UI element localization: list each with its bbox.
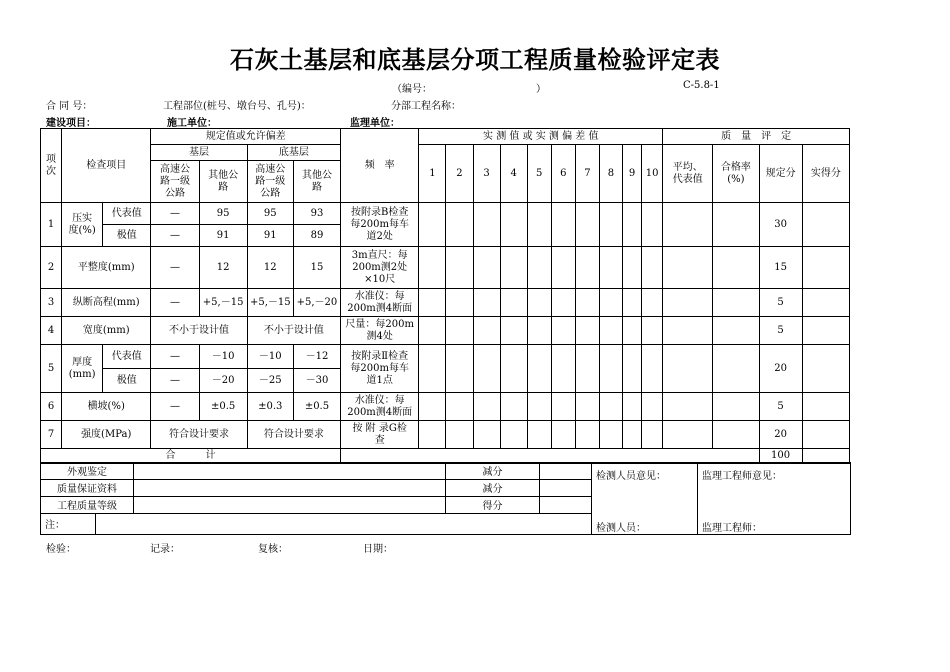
col-check-item: 检查项目 (62, 129, 151, 203)
row6-spec-score: 5 (759, 393, 802, 421)
col-base-highway: 高速公 路一级 公路 (151, 161, 199, 203)
row3-name: 纵断高程(mm) (62, 289, 151, 317)
row2-pass-rate[interactable] (713, 247, 759, 289)
row4-m7[interactable] (575, 317, 599, 345)
row5-m6[interactable] (551, 345, 575, 393)
row6-m3[interactable] (473, 393, 500, 421)
row1-m7[interactable] (575, 203, 599, 247)
col-m8: 8 (599, 145, 622, 203)
row3-c: +5,－15 (247, 289, 293, 317)
col-m1: 1 (419, 145, 446, 203)
row2-b: 12 (199, 247, 247, 289)
supervisor-label: 监理单位： (350, 118, 400, 129)
row7-m1[interactable] (419, 421, 446, 449)
row1-m5[interactable] (527, 203, 551, 247)
row4-spec-score: 5 (759, 317, 802, 345)
row2-m5[interactable] (527, 247, 551, 289)
row1-m8[interactable] (599, 203, 622, 247)
appearance-deduct: 减分 (446, 463, 540, 480)
row1-s1-d: 93 (293, 203, 340, 225)
col-avg: 平均、 代表值 (663, 145, 713, 203)
row4-m9[interactable] (623, 317, 642, 345)
row1-pass-rate[interactable] (713, 203, 759, 247)
row4-m1[interactable] (419, 317, 446, 345)
row3-pass-rate[interactable] (713, 289, 759, 317)
row4-no: 4 (41, 317, 62, 345)
row5-frequency: 按附录Ⅱ检查 每200m每车 道1点 (341, 345, 419, 393)
row5-sub1: 代表值 (103, 345, 151, 369)
row2-spec-score: 15 (759, 247, 802, 289)
quality-docs-deduct: 减分 (446, 479, 540, 496)
row2-m7[interactable] (575, 247, 599, 289)
row1-m4[interactable] (500, 203, 527, 247)
row1-name: 压实 度(%) (62, 203, 103, 247)
col-m4: 4 (500, 145, 527, 203)
row3-spec-score: 5 (759, 289, 802, 317)
row6-m1[interactable] (419, 393, 446, 421)
row5-sub2: 极值 (103, 369, 151, 393)
row2-d: 15 (293, 247, 340, 289)
row4-m6[interactable] (551, 317, 575, 345)
footer-record: 记录： (150, 544, 180, 555)
quality-docs-label: 质量保证资料 (41, 479, 134, 496)
row3-d: +5,－20 (293, 289, 340, 317)
contract-label: 合 同 号： (46, 101, 93, 112)
row5-no: 5 (41, 345, 62, 393)
row1-s2-b: 91 (199, 225, 247, 247)
col-frequency: 频 率 (341, 129, 419, 203)
row2-avg[interactable] (663, 247, 713, 289)
engineer-label: 监理工程师： (702, 523, 762, 534)
row4-actual-score[interactable] (802, 317, 849, 345)
form-code: C-5.8-1 (683, 80, 720, 91)
row3-actual-score[interactable] (802, 289, 849, 317)
row1-s1-b: 95 (199, 203, 247, 225)
row1-frequency: 按附录B检查 每200m每车 道2处 (341, 203, 419, 247)
row7-frequency: 按 附 录G检 查 (341, 421, 419, 449)
footer-date: 日期： (363, 544, 393, 555)
row2-m8[interactable] (599, 247, 622, 289)
row3-m2[interactable] (446, 289, 473, 317)
row1-m1[interactable] (419, 203, 446, 247)
row1-s2-c: 91 (247, 225, 293, 247)
col-m2: 2 (446, 145, 473, 203)
row5-m1[interactable] (419, 345, 446, 393)
grade-value[interactable] (134, 496, 446, 513)
inspection-table (40, 128, 850, 464)
col-actual-score: 实得分 (802, 145, 849, 203)
row5-s1-c: －10 (247, 345, 293, 369)
engineer-opinion (698, 463, 851, 535)
row1-m10[interactable] (642, 203, 663, 247)
row5-s2-d: －30 (293, 369, 340, 393)
row5-spec-score: 20 (759, 345, 802, 393)
row6-m2[interactable] (446, 393, 473, 421)
row5-s1-b: －10 (199, 345, 247, 369)
footer-check: 检验： (46, 544, 76, 555)
row7-m2[interactable] (446, 421, 473, 449)
row1-s1-a: — (151, 203, 199, 225)
row5-m5[interactable] (527, 345, 551, 393)
col-m9: 9 (623, 145, 642, 203)
row6-m7[interactable] (575, 393, 599, 421)
row3-m1[interactable] (419, 289, 446, 317)
row7-m5[interactable] (527, 421, 551, 449)
row7-m3[interactable] (473, 421, 500, 449)
row3-m7[interactable] (575, 289, 599, 317)
row6-b: ±0.5 (199, 393, 247, 421)
row5-m2[interactable] (446, 345, 473, 393)
appearance-value[interactable] (134, 463, 446, 480)
row5-name: 厚度 (mm) (62, 345, 103, 393)
row7-m4[interactable] (500, 421, 527, 449)
row3-m4[interactable] (500, 289, 527, 317)
row7-base: 符合设计要求 (151, 421, 247, 449)
row6-pass-rate[interactable] (713, 393, 759, 421)
row7-subbase: 符合设计要求 (247, 421, 340, 449)
row5-m7[interactable] (575, 345, 599, 393)
row6-c: ±0.3 (247, 393, 293, 421)
col-m6: 6 (551, 145, 575, 203)
row2-m2[interactable] (446, 247, 473, 289)
row5-s2-c: －25 (247, 369, 293, 393)
col-subbase-other: 其他公 路 (293, 161, 340, 203)
footer-review: 复核： (258, 544, 288, 555)
row7-avg[interactable] (663, 421, 713, 449)
col-base-other: 其他公 路 (199, 161, 247, 203)
grade-label: 工程质量等级 (41, 496, 134, 513)
row5-m9[interactable] (623, 345, 642, 393)
evaluation-table (40, 462, 851, 535)
row4-m2[interactable] (446, 317, 473, 345)
row3-frequency: 水准仪：每 200m测4断面 (341, 289, 419, 317)
row7-m6[interactable] (551, 421, 575, 449)
row4-base: 不小于设计值 (151, 317, 247, 345)
row5-m3[interactable] (473, 345, 500, 393)
engineer-opinion-label: 监理工程师意见： (702, 471, 782, 482)
row2-m10[interactable] (642, 247, 663, 289)
row7-name: 强度(MPa) (62, 421, 151, 449)
row6-m9[interactable] (623, 393, 642, 421)
part-label: 工程部位(桩号、墩台号、孔号)： (163, 101, 311, 112)
row4-frequency: 尺量：每200m 测4处 (341, 317, 419, 345)
score-label: 得分 (446, 496, 540, 513)
row6-a: — (151, 393, 199, 421)
row7-actual-score[interactable] (802, 421, 849, 449)
col-item-no: 项 次 (41, 129, 62, 203)
row6-avg[interactable] (663, 393, 713, 421)
row1-no: 1 (41, 203, 62, 247)
appearance-deduct-value[interactable] (540, 463, 592, 480)
row3-b: +5,－15 (199, 289, 247, 317)
row3-m3[interactable] (473, 289, 500, 317)
inspector-label: 检测人员： (596, 523, 646, 534)
row1-spec-score: 30 (759, 203, 802, 247)
row2-m6[interactable] (551, 247, 575, 289)
row7-m10[interactable] (642, 421, 663, 449)
col-base: 基层 (151, 145, 247, 161)
row2-m4[interactable] (500, 247, 527, 289)
row1-s2-d: 89 (293, 225, 340, 247)
row2-m9[interactable] (623, 247, 642, 289)
row2-a: — (151, 247, 199, 289)
note-label: 注： (41, 513, 96, 534)
col-pass-rate: 合格率 (%) (713, 145, 759, 203)
score-value[interactable] (540, 496, 592, 513)
total-score: 100 (759, 449, 802, 464)
row7-no: 7 (41, 421, 62, 449)
row2-m1[interactable] (419, 247, 446, 289)
appearance-label: 外观鉴定 (41, 463, 134, 480)
owner-label: 建设项目： (46, 118, 96, 129)
total-label: 合 计 (41, 449, 341, 464)
row7-spec-score: 20 (759, 421, 802, 449)
row5-m4[interactable] (500, 345, 527, 393)
quality-docs-deduct-value[interactable] (540, 479, 592, 496)
row4-pass-rate[interactable] (713, 317, 759, 345)
col-m10: 10 (642, 145, 663, 203)
row3-m10[interactable] (642, 289, 663, 317)
row2-c: 12 (247, 247, 293, 289)
number-close: ） (536, 84, 546, 95)
row3-m9[interactable] (623, 289, 642, 317)
note-value[interactable] (96, 513, 592, 534)
row4-avg[interactable] (663, 317, 713, 345)
row1-m9[interactable] (623, 203, 642, 247)
row2-no: 2 (41, 247, 62, 289)
row5-m10[interactable] (642, 345, 663, 393)
row4-m5[interactable] (527, 317, 551, 345)
row1-m2[interactable] (446, 203, 473, 247)
col-subbase-highway: 高速公 路一级 公路 (247, 161, 293, 203)
row1-m3[interactable] (473, 203, 500, 247)
row4-subbase: 不小于设计值 (247, 317, 340, 345)
row3-avg[interactable] (663, 289, 713, 317)
row2-name: 平整度(mm) (62, 247, 151, 289)
row6-actual-score[interactable] (802, 393, 849, 421)
row1-m6[interactable] (551, 203, 575, 247)
row2-actual-score[interactable] (802, 247, 849, 289)
contractor-label: 施工单位： (167, 118, 217, 129)
row3-m6[interactable] (551, 289, 575, 317)
row6-m4[interactable] (500, 393, 527, 421)
row6-frequency: 水准仪：每 200m测4断面 (341, 393, 419, 421)
row3-m8[interactable] (599, 289, 622, 317)
row5-s2-b: －20 (199, 369, 247, 393)
row7-m9[interactable] (623, 421, 642, 449)
row5-pass-rate[interactable] (713, 345, 759, 393)
row6-name: 横坡(%) (62, 393, 151, 421)
col-m7: 7 (575, 145, 599, 203)
number-label: （编号： (392, 84, 432, 95)
row5-avg[interactable] (663, 345, 713, 393)
row1-actual-score[interactable] (802, 203, 849, 247)
inspector-opinion (592, 463, 698, 535)
inspector-opinion-label: 检测人员意见： (596, 471, 666, 482)
row2-m3[interactable] (473, 247, 500, 289)
row7-m7[interactable] (575, 421, 599, 449)
row4-m4[interactable] (500, 317, 527, 345)
row3-a: — (151, 289, 199, 317)
row4-m10[interactable] (642, 317, 663, 345)
col-spec-score: 规定分 (759, 145, 802, 203)
row6-m8[interactable] (599, 393, 622, 421)
row6-m10[interactable] (642, 393, 663, 421)
subproject-label: 分部工程名称： (391, 101, 461, 112)
row4-name: 宽度(mm) (62, 317, 151, 345)
col-m5: 5 (527, 145, 551, 203)
row1-s2-a: — (151, 225, 199, 247)
row6-m6[interactable] (551, 393, 575, 421)
row1-avg[interactable] (663, 203, 713, 247)
row1-sub1: 代表值 (103, 203, 151, 225)
row4-m3[interactable] (473, 317, 500, 345)
row5-s1-a: — (151, 345, 199, 369)
row5-s2-a: — (151, 369, 199, 393)
row2-frequency: 3m直尺：每 200m测2处 ×10尺 (341, 247, 419, 289)
page-title: 石灰土基层和底基层分项工程质量检验评定表 (230, 45, 720, 74)
row7-m8[interactable] (599, 421, 622, 449)
row3-m5[interactable] (527, 289, 551, 317)
row7-pass-rate[interactable] (713, 421, 759, 449)
col-tolerance: 规定值或允许偏差 (151, 129, 341, 145)
row3-no: 3 (41, 289, 62, 317)
col-measured: 实 测 值 或 实 测 偏 差 值 (419, 129, 663, 145)
row5-m8[interactable] (599, 345, 622, 393)
row1-s1-c: 95 (247, 203, 293, 225)
row6-m5[interactable] (527, 393, 551, 421)
col-quality: 质 量 评 定 (663, 129, 850, 145)
row1-sub2: 极值 (103, 225, 151, 247)
row4-m8[interactable] (599, 317, 622, 345)
row6-d: ±0.5 (293, 393, 340, 421)
row5-actual-score[interactable] (802, 345, 849, 393)
col-m3: 3 (473, 145, 500, 203)
quality-docs-value[interactable] (134, 479, 446, 496)
row5-s1-d: －12 (293, 345, 340, 369)
row6-no: 6 (41, 393, 62, 421)
col-subbase: 底基层 (247, 145, 340, 161)
